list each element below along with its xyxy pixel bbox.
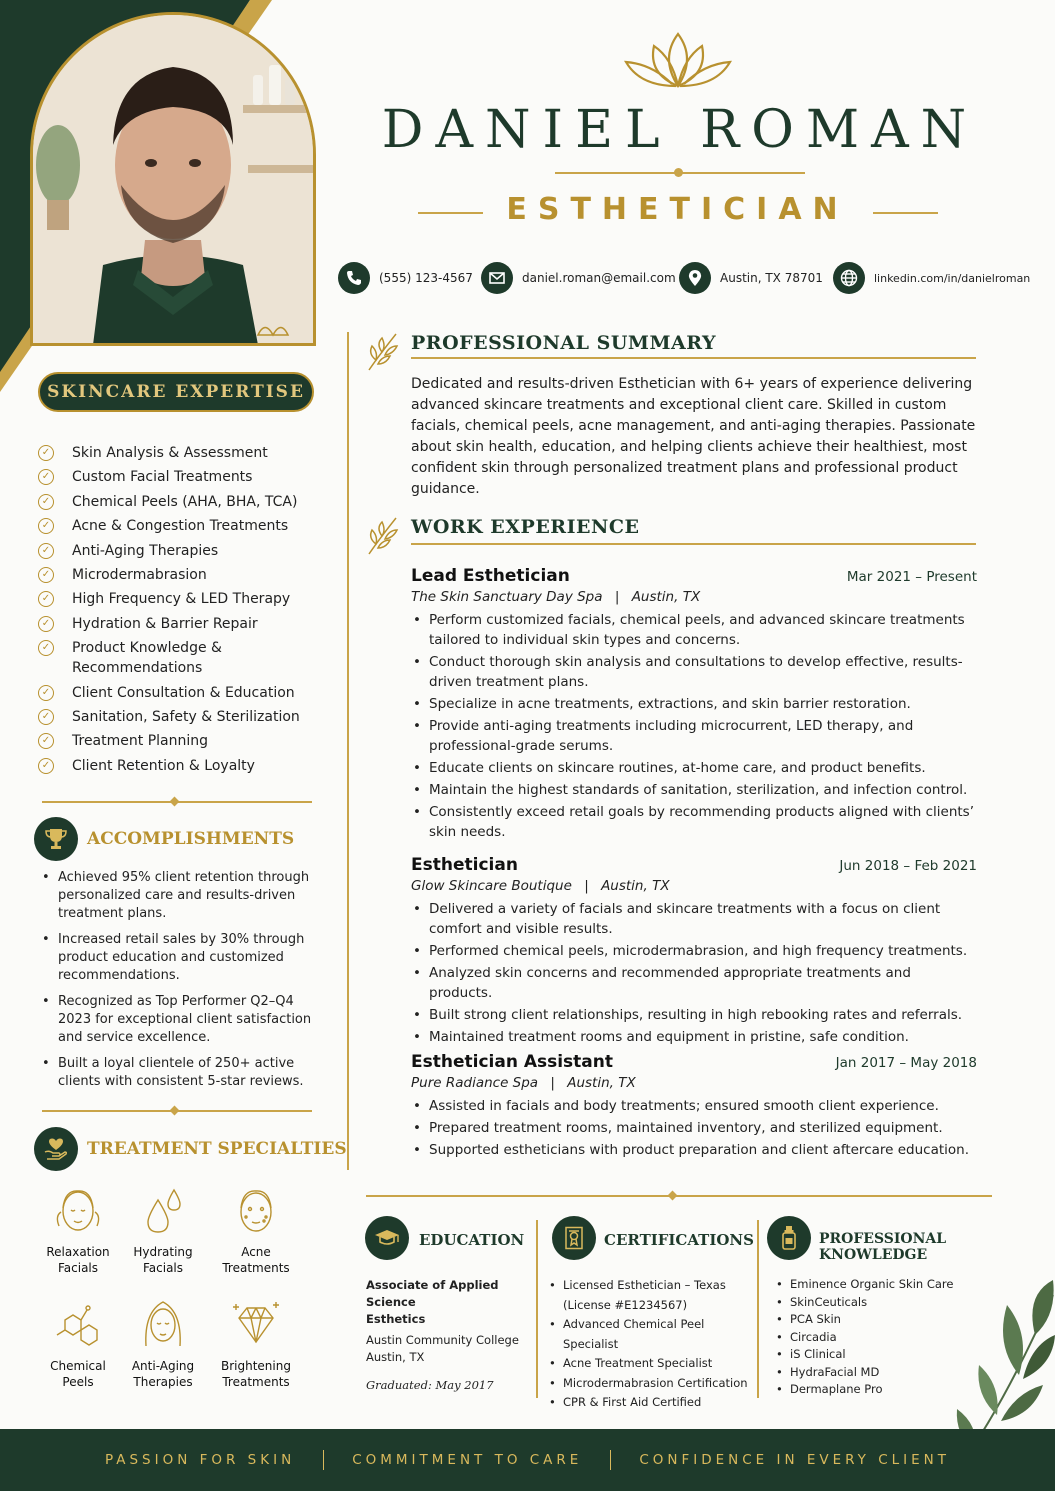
job-bullet: • Educate clients on skincare routines, at-home care, and product benefits.	[411, 758, 977, 778]
job-company: Glow Skincare Boutique	[411, 878, 572, 894]
check-icon: ✓	[38, 445, 54, 461]
check-icon: ✓	[38, 591, 54, 607]
expertise-item: ✓ Hydration & Barrier Repair	[38, 614, 318, 634]
check-icon: ✓	[38, 543, 54, 559]
phone-icon	[338, 262, 370, 294]
certification-item: • Licensed Esthetician – Texas (License #E1234567)	[549, 1276, 754, 1315]
mail-icon	[481, 262, 513, 294]
contact-linkedin	[833, 262, 1030, 294]
job-entry	[411, 1052, 977, 1162]
knowledge-item: • Circadia	[776, 1329, 976, 1347]
expertise-item: ✓ Custom Facial Treatments	[38, 467, 318, 487]
profile-photo	[30, 12, 316, 346]
expertise-item: ✓ Product Knowledge & Recommendations	[38, 638, 258, 678]
job-role: Esthetician	[411, 855, 518, 875]
job-bullet: • Consistently exceed retail goals by recommending products aligned with clients’ skin needs.	[411, 802, 977, 842]
footer-tagline: COMMITMENT TO CARE	[352, 1452, 583, 1468]
expertise-item: ✓ Chemical Peels (AHA, BHA, TCA)	[38, 492, 318, 512]
certifications-list	[549, 1276, 754, 1413]
knowledge-item: • Eminence Organic Skin Care	[776, 1276, 976, 1294]
trophy-icon	[34, 817, 78, 861]
job-bullet: • Assisted in facials and body treatments; ensured smooth client experience.	[411, 1096, 977, 1116]
job-bullet: • Supported estheticians with product preparation and client aftercare education.	[411, 1140, 977, 1160]
knowledge-item: • Dermaplane Pro	[776, 1381, 976, 1399]
job-bullets	[411, 899, 977, 1047]
job-company-line: The Skin Sanctuary Day Spa | Austin, TX	[411, 589, 701, 605]
check-icon: ✓	[38, 616, 54, 632]
summary-text: Dedicated and results-driven Esthetician with 6+ years of experience delivering advanced skincare treatments and exceptional client care. Skilled in custom facials, chemical peels, acne management, and anti-aging therapies. Passionate about skin health, education, and helping clients achieve their healthiest, most confident skin through personalized treatment plans and professional product guidance.	[411, 376, 976, 497]
globe-icon	[833, 262, 865, 294]
check-icon: ✓	[38, 758, 54, 774]
accomplishments-heading: ACCOMPLISHMENTS	[87, 829, 295, 849]
leaf-icon	[366, 514, 402, 560]
job-entry	[411, 855, 977, 1049]
column-divider	[347, 332, 349, 1170]
certification-item: • Advanced Chemical Peel Specialist	[549, 1315, 754, 1354]
specialties-heading: TREATMENT SPECIALTIES	[87, 1139, 347, 1159]
knowledge-item: • PCA Skin	[776, 1311, 976, 1329]
knowledge-item: • SkinCeuticals	[776, 1294, 976, 1312]
expertise-item: ✓ Client Consultation & Education	[38, 683, 318, 703]
phone-text: (555) 123-4567	[379, 271, 473, 285]
footer-banner	[0, 1429, 1055, 1491]
job-bullet: • Maintained treatment rooms and equipment in pristine, safe condition.	[411, 1027, 977, 1047]
knowledge-item: • iS Clinical	[776, 1346, 976, 1364]
specialty-item: Acne Treatments	[210, 1186, 302, 1276]
expertise-item: ✓ Microdermabrasion	[38, 565, 318, 585]
molecule-icon	[51, 1298, 105, 1352]
job-bullet: • Conduct thorough skin analysis and consultations to develop effective, results-driven treatment plans.	[411, 652, 977, 692]
footer-separator	[323, 1450, 324, 1470]
job-company: Pure Radiance Spa	[411, 1075, 539, 1091]
bottom-divider	[366, 1195, 992, 1197]
school-location: Austin, TX	[366, 1350, 425, 1364]
face-woman-icon	[138, 1298, 188, 1352]
candidate-name: DANIEL ROMAN	[381, 100, 979, 160]
certification-item: • CPR & First Aid Certified	[549, 1393, 754, 1413]
job-bullets	[411, 1096, 977, 1160]
linkedin-text: linkedin.com/in/danielroman	[874, 271, 1031, 285]
graduation-cap-icon	[365, 1216, 409, 1260]
location-text: Austin, TX 78701	[720, 271, 823, 285]
job-bullet: • Specialize in acne treatments, extractions, and skin barrier restoration.	[411, 694, 977, 714]
title-line-right	[873, 212, 938, 214]
check-icon: ✓	[38, 733, 54, 749]
check-icon: ✓	[38, 640, 54, 656]
job-title-header: ESTHETICIAN	[506, 192, 849, 227]
expertise-item: ✓ Treatment Planning	[38, 731, 318, 751]
expertise-item: ✓ Sanitation, Safety & Sterilization	[38, 707, 318, 727]
job-bullets	[411, 610, 977, 842]
face-relax-icon	[53, 1186, 103, 1238]
job-bullet: • Delivered a variety of facials and skincare treatments with a focus on client comfort and visible results.	[411, 899, 977, 939]
contact-location	[679, 262, 823, 294]
job-location: Austin, TX	[567, 1075, 636, 1091]
section-separator	[536, 1220, 538, 1398]
title-line-left	[418, 212, 483, 214]
divider-diamond	[170, 1106, 180, 1116]
lotus-logo-icon	[620, 28, 736, 92]
expertise-item: ✓ Anti-Aging Therapies	[38, 541, 318, 561]
degree: Associate of Applied Science	[366, 1278, 499, 1309]
job-entry	[411, 566, 977, 844]
contact-email	[481, 262, 676, 294]
footer-separator	[610, 1450, 611, 1470]
job-date: Jun 2018 – Feb 2021	[839, 858, 977, 874]
expertise-heading: SKINCARE EXPERTISE	[38, 372, 314, 412]
certificate-icon	[552, 1216, 596, 1260]
experience-rule	[411, 543, 976, 545]
specialty-item: Anti-Aging Therapies	[117, 1298, 209, 1390]
divider-diamond	[668, 1191, 678, 1201]
summary-heading: PROFESSIONAL SUMMARY	[411, 332, 717, 354]
job-bullet: • Provide anti-aging treatments including microcurrent, LED therapy, and professional-grade serums.	[411, 716, 977, 756]
specialty-item: Relaxation Facials	[32, 1186, 124, 1276]
divider-diamond	[170, 797, 180, 807]
name-divider-dot	[674, 168, 683, 177]
job-bullet: • Perform customized facials, chemical peels, and advanced skincare treatments tailored to individual skin types and concerns.	[411, 610, 977, 650]
education-heading: EDUCATION	[419, 1231, 525, 1249]
certifications-heading: CERTIFICATIONS	[604, 1231, 754, 1249]
check-icon: ✓	[38, 567, 54, 583]
accomplishment-item: • Built a loyal clientele of 250+ active clients with consistent 5-star reviews.	[38, 1055, 318, 1091]
expertise-list	[38, 443, 318, 780]
diamond-icon	[231, 1298, 281, 1352]
bottle-icon	[767, 1216, 811, 1260]
contact-phone	[338, 262, 473, 294]
heart-hand-icon	[34, 1127, 78, 1171]
knowledge-heading: PROFESSIONAL KNOWLEDGE	[819, 1231, 947, 1263]
expertise-item: ✓ Skin Analysis & Assessment	[38, 443, 318, 463]
job-company-line: Glow Skincare Boutique | Austin, TX	[411, 878, 670, 894]
knowledge-item: • HydraFacial MD	[776, 1364, 976, 1382]
specialty-item: Brightening Treatments	[210, 1298, 302, 1390]
graduation-date: Graduated: May 2017	[366, 1378, 494, 1392]
certification-item: • Microdermabrasion Certification	[549, 1374, 754, 1394]
certification-item: • Acne Treatment Specialist	[549, 1354, 754, 1374]
job-location: Austin, TX	[631, 589, 701, 605]
section-separator	[757, 1220, 759, 1398]
job-bullet: • Prepared treatment rooms, maintained inventory, and sterilized equipment.	[411, 1118, 977, 1138]
footer-tagline: CONFIDENCE IN EVERY CLIENT	[639, 1452, 951, 1468]
job-bullet: • Analyzed skin concerns and recommended appropriate treatments and products.	[411, 963, 977, 1003]
check-icon: ✓	[38, 494, 54, 510]
check-icon: ✓	[38, 685, 54, 701]
job-bullet: • Built strong client relationships, resulting in high rebooking rates and referrals.	[411, 1005, 977, 1025]
degree-field: Esthetics	[366, 1312, 426, 1326]
footer-tagline: PASSION FOR SKIN	[104, 1452, 296, 1468]
summary-rule	[411, 357, 976, 359]
leaf-icon	[366, 330, 402, 376]
job-company: The Skin Sanctuary Day Spa	[411, 589, 603, 605]
job-date: Mar 2021 – Present	[846, 569, 977, 585]
specialty-item: Hydrating Facials	[117, 1186, 209, 1276]
droplets-icon	[138, 1186, 188, 1238]
job-location: Austin, TX	[601, 878, 670, 894]
email-text: daniel.roman@email.com	[522, 271, 676, 285]
experience-heading: WORK EXPERIENCE	[411, 516, 640, 538]
job-company-line: Pure Radiance Spa | Austin, TX	[411, 1075, 636, 1091]
accomplishment-item: • Increased retail sales by 30% through product education and customized recommendations.	[38, 931, 318, 985]
check-icon: ✓	[38, 469, 54, 485]
job-date: Jan 2017 – May 2018	[835, 1055, 977, 1071]
expertise-item: ✓ Acne & Congestion Treatments	[38, 516, 318, 536]
job-bullet: • Maintain the highest standards of sanitation, sterilization, and infection control.	[411, 780, 977, 800]
expertise-item: ✓ Client Retention & Loyalty	[38, 756, 318, 776]
location-pin-icon	[679, 262, 711, 294]
job-role: Lead Esthetician	[411, 566, 570, 586]
school: Austin Community College	[366, 1333, 519, 1347]
expertise-item: ✓ High Frequency & LED Therapy	[38, 589, 318, 609]
specialty-item: Chemical Peels	[32, 1298, 124, 1390]
accomplishment-item: • Recognized as Top Performer Q2–Q4 2023 for exceptional client satisfaction and service excellence.	[38, 993, 318, 1047]
check-icon: ✓	[38, 518, 54, 534]
accomplishments-list	[38, 869, 318, 1099]
accomplishment-item: • Achieved 95% client retention through personalized care and results-driven treatment plans.	[38, 869, 318, 923]
job-bullet: • Performed chemical peels, microdermabrasion, and high frequency treatments.	[411, 941, 977, 961]
education-details	[366, 1277, 536, 1395]
check-icon: ✓	[38, 709, 54, 725]
job-role: Esthetician Assistant	[411, 1052, 614, 1072]
face-acne-icon	[231, 1186, 281, 1238]
